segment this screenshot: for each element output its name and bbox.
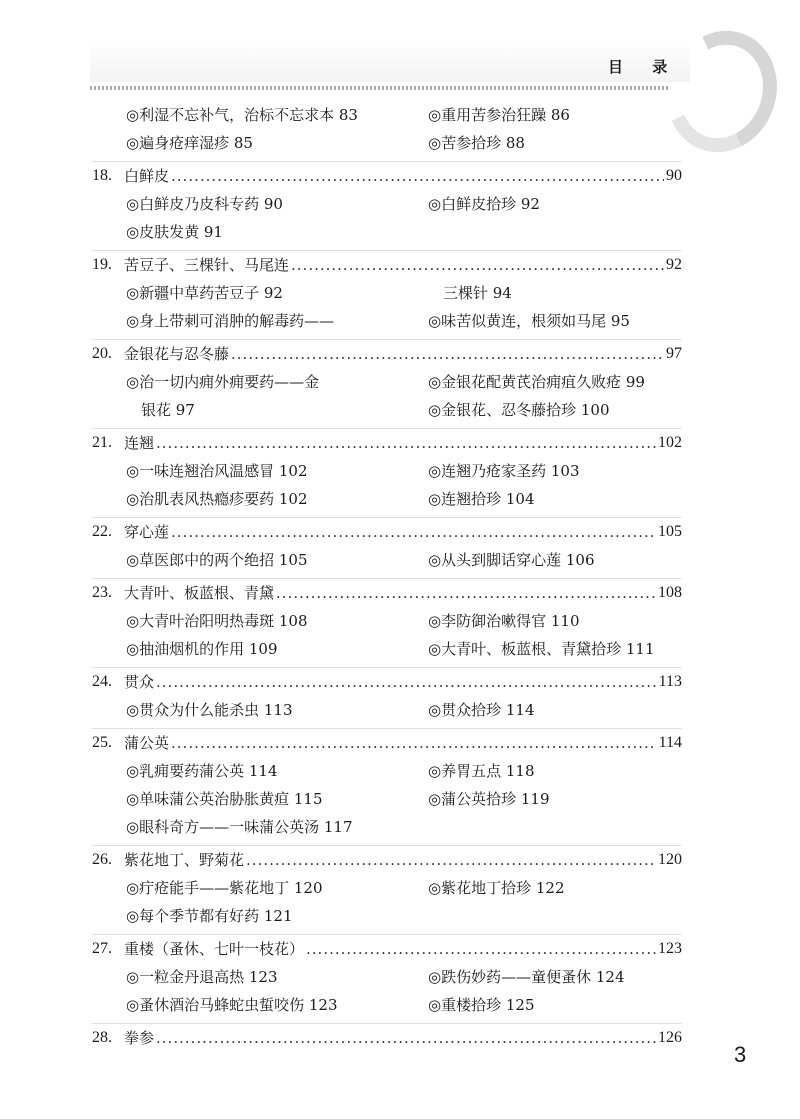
toc-subentry[interactable]: 三棵针 94: [428, 284, 512, 302]
toc-subentry[interactable]: ◎跌伤妙药——童便蚤休 124: [428, 968, 625, 986]
toc-subentry-row: [92, 874, 682, 902]
section-title[interactable]: 拳参: [124, 1029, 155, 1047]
toc-subentry[interactable]: ◎连翘拾珍 104: [428, 490, 535, 508]
toc-section-entry[interactable]: [92, 161, 682, 190]
toc-subentry-row: [92, 307, 682, 335]
section-title[interactable]: 蒲公英: [124, 734, 170, 752]
toc-subentry[interactable]: ◎重楼拾珍 125: [428, 996, 535, 1014]
toc-section-entry[interactable]: [92, 428, 682, 457]
toc-subentry[interactable]: ◎大青叶、板蓝根、青黛拾珍 111: [428, 640, 655, 658]
section-page: 113: [658, 673, 682, 690]
toc-subentry[interactable]: ◎从头到脚话穿心莲 106: [428, 551, 595, 569]
toc-subentry[interactable]: ◎大青叶治阳明热毒斑 108: [126, 612, 308, 630]
section-number: 28.: [92, 1029, 112, 1046]
toc-subentry[interactable]: ◎新疆中草药苦豆子 92: [126, 284, 283, 302]
dot-leader: [156, 1024, 656, 1052]
toc-subentry[interactable]: ◎重用苦参治狂躁 86: [428, 106, 570, 124]
dot-leader: [231, 340, 664, 368]
header-band: [90, 40, 690, 82]
toc-section-entry[interactable]: [92, 250, 682, 279]
section-page: 120: [658, 851, 682, 868]
dot-leader: [291, 251, 664, 279]
dot-leader: [246, 846, 656, 874]
toc-subentry-row: [92, 101, 682, 129]
toc-subentry[interactable]: ◎每个季节都有好药 121: [126, 907, 293, 925]
toc-subentry[interactable]: ◎乳痈要药蒲公英 114: [126, 762, 278, 780]
toc-subentry[interactable]: [428, 218, 682, 246]
toc-section-entry[interactable]: [92, 667, 682, 696]
section-number: 24.: [92, 673, 112, 690]
toc-section-entry[interactable]: [92, 845, 682, 874]
section-page: 105: [658, 523, 682, 540]
section-title[interactable]: 贯众: [124, 673, 155, 691]
toc-subentry-row: [92, 991, 682, 1019]
toc-subentry[interactable]: ◎白鲜皮乃皮科专药 90: [126, 195, 283, 213]
section-title[interactable]: 穿心莲: [124, 523, 170, 541]
toc-subentry-row: [92, 279, 682, 307]
toc-subentry[interactable]: ◎治肌表风热瘾疹要药 102: [126, 490, 308, 508]
section-title[interactable]: 白鲜皮: [124, 167, 170, 185]
section-page: 114: [658, 734, 682, 751]
toc-section-entry[interactable]: [92, 1023, 682, 1052]
toc-subentry[interactable]: ◎疔疮能手——紫花地丁 120: [126, 879, 323, 897]
section-number: 21.: [92, 434, 112, 451]
section-number: 23.: [92, 584, 112, 601]
toc-section-entry[interactable]: [92, 339, 682, 368]
dot-leader: [156, 668, 657, 696]
section-number: 18.: [92, 167, 112, 184]
toc-subentry[interactable]: ◎金银花配黄芪治痈疽久败疮 99: [428, 373, 645, 391]
section-number: 20.: [92, 345, 112, 362]
section-page: 123: [658, 940, 682, 957]
dot-leader: [276, 579, 656, 607]
toc-subentry[interactable]: ◎一味连翘治风温感冒 102: [126, 462, 308, 480]
toc-subentry[interactable]: 银花 97: [126, 401, 195, 419]
toc-subentry-row: [92, 757, 682, 785]
toc-subentry[interactable]: ◎眼科奇方——一味蒲公英汤 117: [126, 818, 353, 836]
toc-subentry[interactable]: ◎皮肤发黄 91: [126, 223, 223, 241]
section-page: 97: [666, 345, 682, 362]
section-title[interactable]: 大青叶、板蓝根、青黛: [124, 584, 275, 602]
section-title[interactable]: 苦豆子、三棵针、马尾连: [124, 256, 290, 274]
toc-subentry-row: [92, 902, 682, 930]
toc-subentry-row: [92, 218, 682, 246]
section-title[interactable]: 重楼（蚤休、七叶一枝花）: [124, 940, 305, 958]
toc-subentry-row: [92, 190, 682, 218]
section-page: 90: [666, 167, 682, 184]
toc-subentry[interactable]: ◎李防御治嗽得官 110: [428, 612, 580, 630]
toc-section-entry[interactable]: [92, 578, 682, 607]
toc-subentry[interactable]: ◎贯众拾珍 114: [428, 701, 535, 719]
toc-subentry-row: [92, 635, 682, 663]
dot-leader: [171, 162, 664, 190]
section-title[interactable]: 连翘: [124, 434, 155, 452]
toc-subentry[interactable]: ◎一粒金丹退高热 123: [126, 968, 278, 986]
dot-leader: [171, 729, 657, 757]
toc-subentry[interactable]: ◎草医郎中的两个绝招 105: [126, 551, 308, 569]
toc-subentry[interactable]: ◎治一切内痈外痈要药——金: [126, 373, 320, 391]
toc-subentry[interactable]: ◎连翘乃疮家圣药 103: [428, 462, 580, 480]
toc-subentry[interactable]: ◎蚤休酒治马蜂蛇虫蜇咬伤 123: [126, 996, 338, 1014]
toc-subentry[interactable]: ◎贯众为什么能杀虫 113: [126, 701, 293, 719]
page-header-title: 目 录: [608, 58, 680, 76]
toc-subentry[interactable]: ◎紫花地丁拾珍 122: [428, 879, 565, 897]
toc-subentry-row: [92, 368, 682, 396]
toc-subentry[interactable]: [428, 902, 682, 930]
section-title[interactable]: 金银花与忍冬藤: [124, 345, 230, 363]
page-number: 3: [734, 1042, 747, 1067]
toc-subentry-row: [92, 396, 682, 424]
toc-subentry-row: [92, 546, 682, 574]
table-of-contents: [92, 101, 682, 1052]
toc-subentry[interactable]: ◎味苦似黄连，根须如马尾 95: [428, 312, 630, 330]
section-number: 26.: [92, 851, 112, 868]
toc-section-entry[interactable]: [92, 517, 682, 546]
toc-subentry[interactable]: ◎蒲公英拾珍 119: [428, 790, 550, 808]
toc-subentry[interactable]: ◎身上带刺可消肿的解毒药——: [126, 312, 335, 330]
header-dotted-rule: [90, 86, 668, 90]
toc-subentry[interactable]: ◎抽油烟机的作用 109: [126, 640, 278, 658]
toc-subentry-row: [92, 129, 682, 157]
toc-section-entry[interactable]: [92, 934, 682, 963]
dot-leader: [171, 518, 656, 546]
toc-subentry[interactable]: ◎单味蒲公英治胁胀黄疸 115: [126, 790, 323, 808]
section-number: 19.: [92, 256, 112, 273]
section-page: 126: [658, 1029, 682, 1046]
section-page: 108: [658, 584, 682, 601]
toc-subentry[interactable]: ◎苦参拾珍 88: [428, 134, 525, 152]
toc-subentry-row: [92, 607, 682, 635]
toc-subentry-row: [92, 485, 682, 513]
dot-leader: [306, 935, 656, 963]
toc-subentry-row: [92, 696, 682, 724]
toc-section-entry[interactable]: [92, 728, 682, 757]
toc-subentry-row: [92, 813, 682, 841]
toc-subentry[interactable]: ◎遍身疮痒湿疹 85: [126, 134, 253, 152]
toc-subentry[interactable]: ◎金银花、忍冬藤拾珍 100: [428, 401, 610, 419]
section-page: 102: [658, 434, 682, 451]
dot-leader: [156, 429, 656, 457]
section-number: 27.: [92, 940, 112, 957]
section-number: 25.: [92, 734, 112, 751]
toc-subentry[interactable]: ◎利湿不忘补气，治标不忘求本 83: [126, 106, 358, 124]
toc-subentry[interactable]: ◎养胃五点 118: [428, 762, 535, 780]
section-number: 22.: [92, 523, 112, 540]
section-title[interactable]: 紫花地丁、野菊花: [124, 851, 245, 869]
toc-subentry-row: [92, 785, 682, 813]
toc-subentry-row: [92, 963, 682, 991]
toc-subentry[interactable]: [428, 813, 682, 841]
toc-subentry-row: [92, 457, 682, 485]
toc-subentry[interactable]: ◎白鲜皮拾珍 92: [428, 195, 540, 213]
section-page: 92: [666, 256, 682, 273]
